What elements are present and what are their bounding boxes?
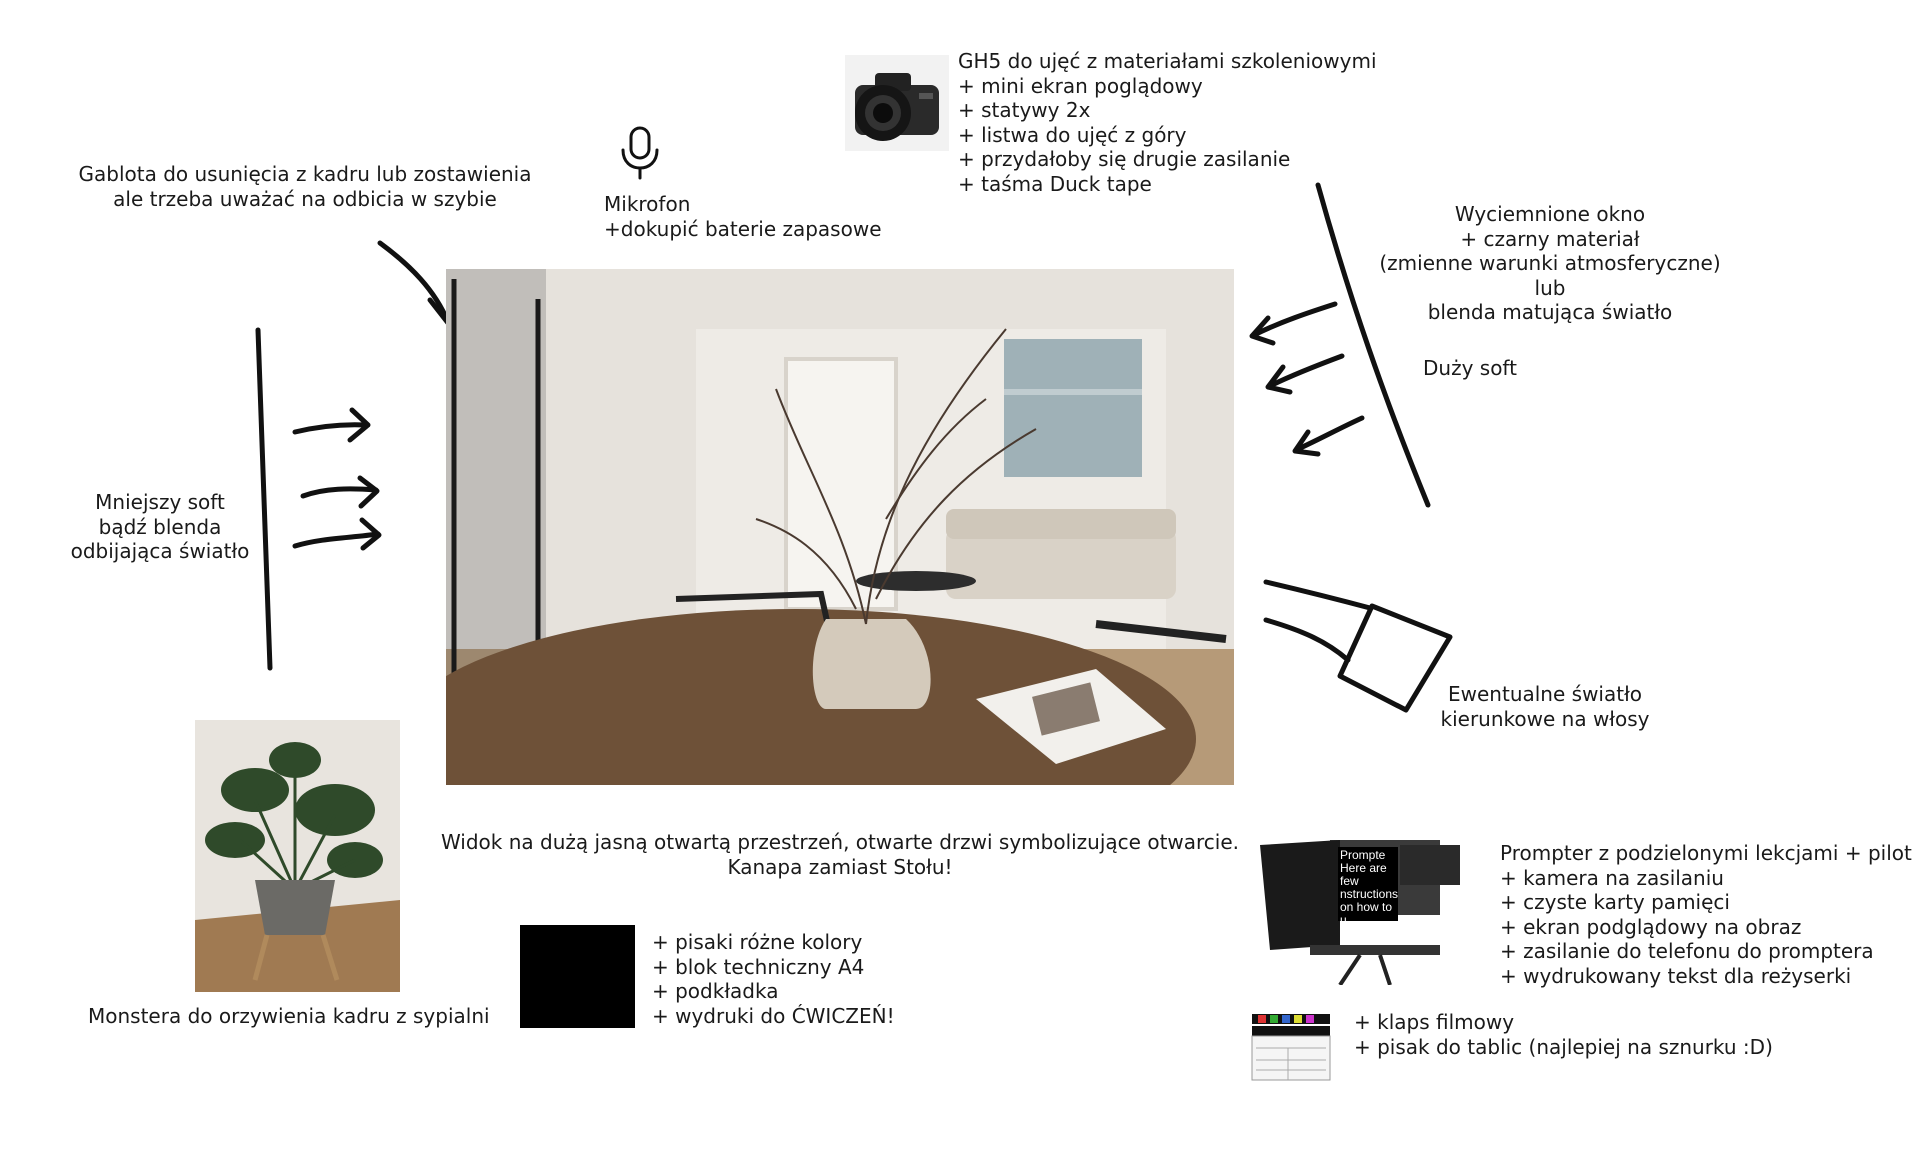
clapper-note: + klaps filmowy + pisak do tablic (najlepiej na sznurku :D): [1354, 1010, 1773, 1059]
plant-note: Monstera do orzywienia kadru z sypialni: [88, 1004, 490, 1028]
hair-light-note: Ewentualne światło kierunkowe na włosy: [1440, 682, 1650, 731]
prompter-note: Prompter z podzielonymi lekcjami + pilot + kamera na zasilaniu + czyste karty pamięci + ekran podglądowy na obraz + zasilanie do telefonu do promptera + wydrukowany tekst dla reżyserki: [1500, 841, 1912, 988]
teleprompter-photo: [1250, 835, 1470, 985]
left-arrow-1: [295, 425, 366, 432]
cabinet-note: Gablota do usunięcia z kadru lub zostawienia ale trzeba uważać na odbicia w szybie: [78, 162, 532, 211]
prompter-screen-text: Prompte Here are few nstructions on how to u: [1340, 849, 1398, 927]
monstera-photo: [195, 720, 400, 992]
small-soft-note: Mniejszy soft bądź blenda odbijająca światło: [70, 490, 250, 563]
camera-note: GH5 do ujęć z materiałami szkoleniowymi + mini ekran poglądowy + statywy 2x + listwa do ujęć z góry + przydałoby się drugie zasilanie + taśma Duck tape: [958, 49, 1377, 196]
black-swatch: [520, 925, 635, 1028]
big-soft-note: Duży soft: [1423, 356, 1517, 380]
supplies-note: + pisaki różne kolory + blok techniczny A4 + podkładka + wydruki do ĆWICZEŃ!: [652, 930, 895, 1028]
microphone-icon: [612, 124, 668, 180]
microphone-note: Mikrofon +dokupić baterie zapasowe: [604, 192, 882, 241]
hair-light-beam: [1266, 582, 1370, 608]
left-arrow-2: [303, 489, 376, 496]
camera-photo: [845, 55, 949, 151]
clapperboard-icon: [1248, 1012, 1334, 1082]
main-view-note: Widok na dużą jasną otwartą przestrzeń, otwarte drzwi symbolizujące otwarcie. Kanapa zamiast Stołu!: [440, 830, 1240, 879]
room-photo: [446, 269, 1234, 785]
window-note: Wyciemnione okno + czarny materiał (zmienne warunki atmosferyczne) lub blenda matująca światło: [1379, 202, 1721, 324]
